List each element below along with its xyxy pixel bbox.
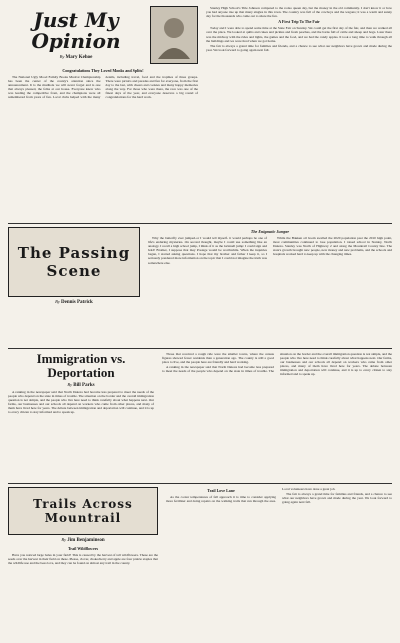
- immigration-title-line2: Deportation: [47, 365, 115, 380]
- mid-paragraph: Those that received a rough ride were the smaller towns, where the census figures showed fewer residents than a generation ago. The county is still a good place to live, and the people here are friendly and hard working.: [162, 352, 274, 365]
- section-divider: [8, 348, 392, 349]
- immigration-title-line1: Immigration vs.: [36, 351, 126, 366]
- trails-byline: [8, 537, 158, 543]
- trails-section: [8, 487, 392, 637]
- passing-text: [148, 236, 392, 340]
- passing-paragraph: Why the butterfly ever jumped-or I would tell myself- it would perhaps be one of life's enduring mysteries. On second thought, maybe I could use something like an analogy. I recall a high school jump, I think of it as the Grinnell jump: I could sign and hold! Brother, I suppose that may Postage would be worthwhile. When the inquiries began, I started asking questions. I hope that my brother and father I keep it, so I seriously pondered more information on the topic that I could not imagine the truth was somewhere else.: [148, 236, 267, 265]
- opinion-column: [8, 6, 198, 220]
- immigration-byline: [8, 382, 154, 388]
- trails-title-line2: Mountrail: [44, 511, 122, 525]
- opinion-body: [8, 75, 198, 211]
- opinion-author: Mary Kehoe: [65, 55, 93, 60]
- trails-subhead: Trail Wildflowers: [67, 546, 99, 551]
- opinion-byline: [8, 54, 144, 60]
- passing-author: Dennis Patrick: [61, 300, 93, 305]
- trails-paragraph-2: As the cooler temperatures of fall approach it is time to consider applying more fertilizer and doing repairs on the walking trails that run through the area. Local volunteers have done a great job.: [166, 487, 336, 504]
- trails-title-line1: Trails Across: [33, 497, 133, 511]
- passing-subhead: The Enigmatic Jumper: [250, 229, 290, 234]
- right-paragraph: Stanley High School's Title Johnson compared to the rodeo queen day, but the money in the old community. I don't know it or how you had anyone rise up that many singles in this town. The country was full of the cowboys and the wagons; it was a warm and sunny day for the thousands who came out to share the fun.: [206, 6, 392, 19]
- top-section: [8, 6, 392, 220]
- trails-right-text: [166, 487, 392, 633]
- passing-scene-masthead: [8, 227, 140, 345]
- passing-scene-body: [148, 227, 392, 345]
- passing-scene-section: [8, 227, 392, 345]
- mid-paragraph-2: A ranking in the newspaper said that North Dakota had become less prepared to meet the needs of the people who depend on the state in times of trouble. The situation on the border and the overall immigration question is not simple, and the people who live here need to think carefully about what happens next. Our farms, our businesses and our schools all depend on workers who came from other places, and many of them have lived here for years. The debate between immigration and deportation will continue, and it is up to every citizen to stay informed and to speak up.: [162, 352, 392, 377]
- trails-body: [8, 545, 158, 629]
- immigration-body: [8, 390, 154, 476]
- immigration-column: [8, 352, 154, 480]
- passing-byline: [8, 299, 140, 305]
- trails-paragraph: Have you noticed large bales in your field? This is caused by the harvest of tall wildflowers. These are the seeds over the harvest in their field on these. Please, clover, chokecherry and apple are four prairie staples that the wildlife use and the bees love, and they can be found on almost any trail in the county.: [8, 553, 158, 566]
- immigration-author: Bill Parks: [73, 383, 95, 388]
- byline-prefix: By: [59, 54, 65, 59]
- trails-subhead-2: Trail Love Lane: [207, 488, 235, 493]
- byline-prefix: By: [67, 382, 73, 387]
- trails-paragraph-3: The fair is always a grand time for families and friends, and a chance to see what our neighbors have grown and made during the year. We look forward to going again next fall.: [282, 492, 392, 505]
- mid-right-text: [162, 352, 392, 476]
- immigration-section: [8, 352, 392, 480]
- section-divider: [8, 483, 392, 484]
- passing-title-line2: Scene: [46, 262, 102, 280]
- portrait-icon: [155, 11, 193, 59]
- opinion-masthead: [8, 6, 144, 62]
- fair-paragraph-2: The fair is always a grand time for families and friends, and a chance to see what our neighbors have grown and made during the year. We look forward to going again next fall.: [206, 43, 392, 52]
- author-photo: [150, 6, 198, 64]
- passing-paragraph-2: While the Bakken oil boom swelled the 2020 population past the 2010 high point, most communities continued to lose population. I raised school in Stanley, North Dakota. Stanley was North of Highway 2 and along the Mountrail County line. The state's growth brought new people, new money and new problems, and the schools and hospitals worked hard to keep up with the changing times.: [273, 236, 392, 257]
- trails-logo: [8, 487, 158, 535]
- opinion-subhead: Congratulations They Loved Monks and Splits!: [62, 68, 144, 73]
- section-divider: [8, 223, 392, 224]
- passing-title-line1: The Passing: [17, 244, 131, 262]
- mid-right-column: [162, 352, 392, 480]
- right-column: [206, 6, 392, 220]
- byline-prefix: By: [61, 537, 67, 542]
- trails-right: [166, 487, 392, 637]
- fair-subhead: A First Trip To The Fair: [278, 19, 320, 25]
- trails-column: [8, 487, 158, 637]
- right-column-body: [206, 6, 392, 216]
- passing-scene-logo: [8, 227, 140, 297]
- fair-paragraph: Today and I were able to spend some time at the State Fair on Sunday. We could get the first day of the fair, and then we walked all over the place. We looked at quilts and cakes and pickles and fresh peaches, and the barns full of cattle and sheep and hogs. Later there was the midway with the rides and lights, the games and the food, and we had the candy apples. It took a long time to walk through all the buildings and we were tired when we got home.: [206, 26, 392, 43]
- byline-prefix: By: [55, 299, 60, 304]
- immigration-paragraph: A ranking in the newspaper said that North Dakota had become less prepared to meet the needs of the people who depend on the state in times of trouble. The situation on the border and the overall immigration question is not simple, and the people who live here need to think carefully about what happens next. Our farms, our businesses and our schools all depend on workers who came from other places, and many of them have lived here for years. The debate between immigration and deportation will continue, and it is up to every citizen to stay informed and to speak up.: [8, 390, 154, 415]
- opinion-title: Just My Opinion: [31, 8, 121, 53]
- trails-author: Jim Benjaminson: [67, 538, 105, 543]
- opinion-paragraph: The National Ugly Mood Family Books Mudcat Championship has been the center of the county's attention since the announcement. It is the mudhole we will never forget and is one that always pleased, the folks at our house. Everyone knew who was leading the competitive front, and the champions were all remembered from years of fun. Local clubs helped with the many details, including travel, food and the trophies of three groups. There were picnics and parades and fun for everyone, from the first day to the last, with cheers and cookies and many happy memories along the way. For those who were there, the race was one of the finest days of the year, and everyone deserves a big round of congratulations for the hard work.: [8, 75, 198, 100]
